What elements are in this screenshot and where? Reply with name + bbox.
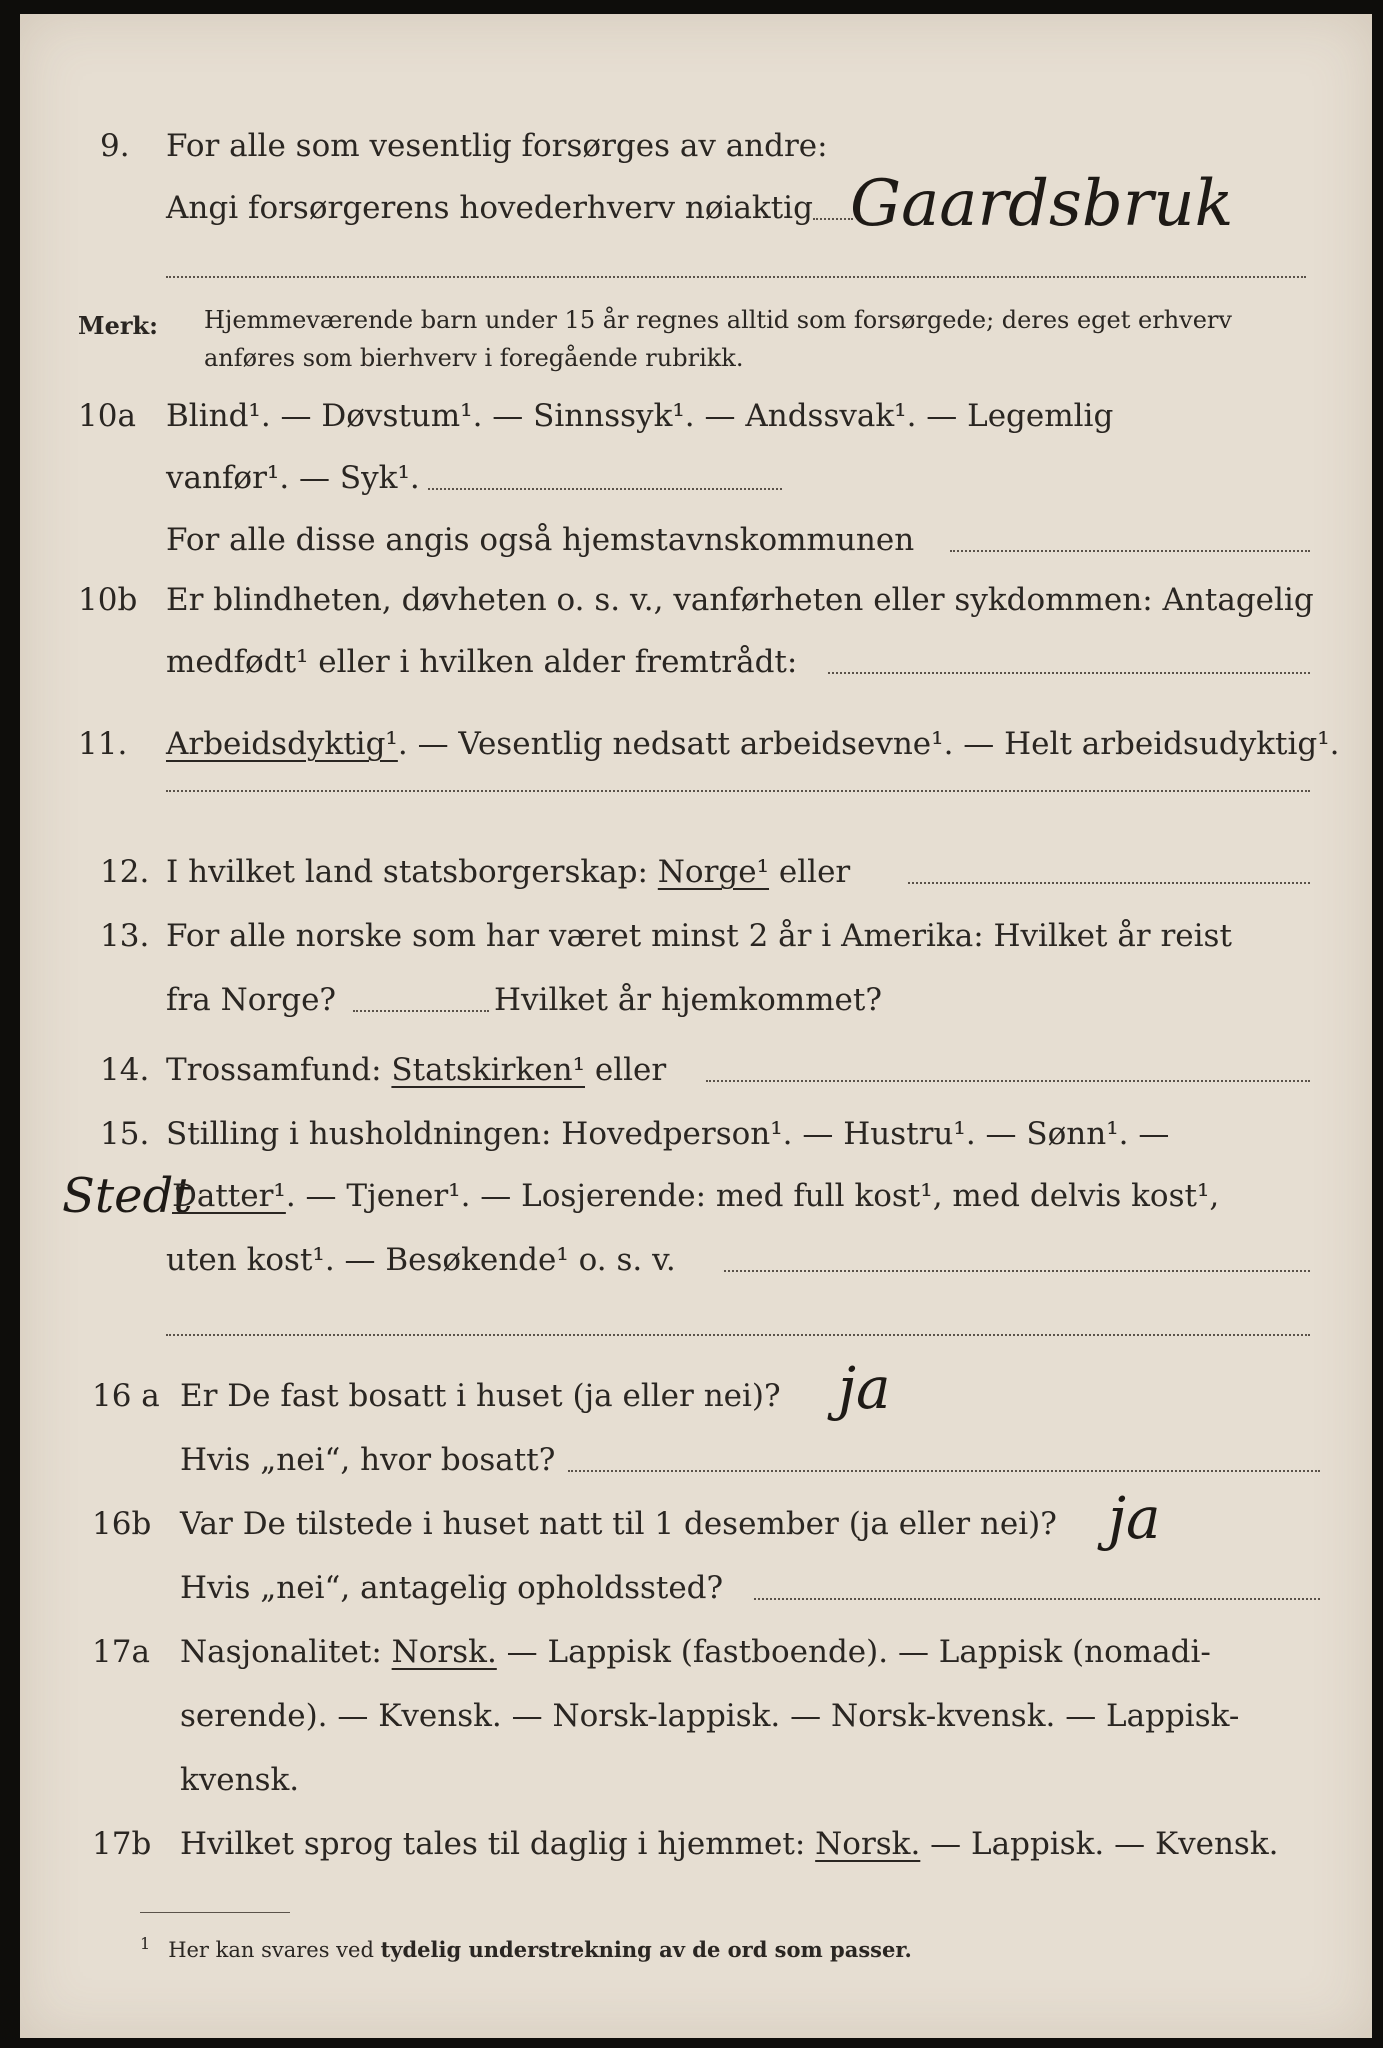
footnote-bold: tydelig understrekning av de ord som passer. bbox=[380, 1937, 912, 1962]
footnote bbox=[140, 1930, 912, 1964]
q14-number: 14. bbox=[100, 1052, 150, 1088]
q10a-number: 10a bbox=[78, 398, 136, 434]
q16b-number: 16b bbox=[92, 1506, 152, 1542]
q15-blank bbox=[724, 1270, 1310, 1272]
q9-extra-line bbox=[166, 276, 1306, 278]
footnote-text: Her kan svares ved bbox=[168, 1938, 374, 1962]
q15-line2-rest: . — Tjener¹. — Losjerende: med full kost¹, med delvis kost¹, bbox=[285, 1178, 1220, 1214]
q14-line bbox=[166, 1050, 666, 1090]
q15-extra-line bbox=[166, 1334, 1310, 1336]
q13-line2a: fra Norge? bbox=[166, 982, 337, 1018]
q9-line2: Angi forsørgerens hovederhverv nøiaktig bbox=[166, 190, 813, 226]
q15-line1: Stilling i husholdningen: Hovedperson¹. — Hustru¹. — Sønn¹. — bbox=[166, 1116, 1170, 1152]
q17a-line2: serende). — Kvensk. — Norsk-lappisk. — Norsk-kvensk. — Lappisk- bbox=[180, 1698, 1240, 1734]
q16b-blank bbox=[754, 1598, 1320, 1600]
q10b-line2: medfødt¹ eller i hvilken alder fremtrådt: bbox=[166, 644, 798, 680]
q12-pre: I hvilket land statsborgerskap: bbox=[166, 854, 648, 890]
q17a-underlined-option[interactable]: Norsk. bbox=[391, 1634, 497, 1670]
q15-underlined-option[interactable]: Datter¹ bbox=[172, 1178, 286, 1214]
q12-number: 12. bbox=[100, 854, 150, 890]
q17b-number: 17b bbox=[92, 1826, 152, 1862]
q10a-line2-blank bbox=[428, 488, 782, 490]
q11-underlined-option[interactable]: Arbeidsdyktig¹ bbox=[166, 726, 398, 762]
q14-blank bbox=[706, 1080, 1310, 1082]
q14-underlined-option[interactable]: Statskirken¹ bbox=[391, 1052, 585, 1088]
q17b-line bbox=[180, 1824, 1278, 1864]
q16a-handwritten-answer[interactable]: ja bbox=[838, 1354, 891, 1422]
q14-pre: Trossamfund: bbox=[166, 1052, 382, 1088]
q12-underlined-option[interactable]: Norge¹ bbox=[657, 854, 770, 890]
q10a-line1: Blind¹. — Døvstum¹. — Sinnssyk¹. — Andssvak¹. — Legemlig bbox=[166, 398, 1114, 434]
q11-rest: . — Vesentlig nedsatt arbeidsevne¹. — Helt arbeidsudyktig¹. bbox=[397, 726, 1340, 762]
footnote-divider bbox=[140, 1912, 290, 1913]
q10a-line2: vanfør¹. — Syk¹. bbox=[166, 460, 420, 496]
q15-line3: uten kost¹. — Besøkende¹ o. s. v. bbox=[166, 1242, 676, 1278]
q13-line2b: Hvilket år hjemkommet? bbox=[494, 982, 882, 1018]
q10b-blank bbox=[828, 672, 1310, 674]
q16b-handwritten-answer[interactable]: ja bbox=[1108, 1484, 1161, 1552]
q10b-number: 10b bbox=[78, 582, 138, 618]
q17a-line1 bbox=[180, 1632, 1211, 1672]
q11-line bbox=[166, 724, 1340, 764]
census-form-page bbox=[20, 14, 1372, 2038]
q10a-line3: For alle disse angis også hjemstavnskommunen bbox=[166, 522, 915, 558]
q9-line1: For alle som vesentlig forsørges av andre: bbox=[166, 128, 828, 164]
q12-blank bbox=[908, 882, 1310, 884]
q16b-line1: Var De tilstede i huset natt til 1 desember (ja eller nei)? bbox=[180, 1506, 1057, 1542]
q17a-number: 17a bbox=[92, 1634, 150, 1670]
q11-number: 11. bbox=[78, 726, 128, 762]
merk-line2: anføres som bierhverv i foregående rubrikk. bbox=[204, 344, 744, 372]
q13-line1: For alle norske som har været minst 2 år i Amerika: Hvilket år reist bbox=[166, 918, 1232, 954]
q9-number: 9. bbox=[100, 128, 130, 164]
q17a-line3: kvensk. bbox=[180, 1762, 300, 1798]
q16a-line2: Hvis „nei“, hvor bosatt? bbox=[180, 1442, 556, 1478]
merk-line1: Hjemmeværende barn under 15 år regnes alltid som forsørgede; deres eget erhverv bbox=[204, 306, 1232, 334]
q17b-pre: Hvilket sprog tales til daglig i hjemmet: bbox=[180, 1826, 806, 1862]
q16b-line2: Hvis „nei“, antagelig opholdssted? bbox=[180, 1570, 724, 1606]
q11-blank bbox=[166, 790, 1310, 792]
q14-post: eller bbox=[594, 1052, 667, 1088]
q13-year-reist-blank bbox=[353, 1010, 489, 1012]
q12-post: eller bbox=[778, 854, 851, 890]
q15-line2 bbox=[172, 1176, 1219, 1216]
q13-number: 13. bbox=[100, 918, 150, 954]
q15-number: 15. bbox=[100, 1116, 150, 1152]
q15-handwritten-note[interactable]: Stedt bbox=[62, 1168, 193, 1224]
q10a-line3-blank bbox=[950, 550, 1310, 552]
q9-handwritten-answer[interactable]: Gaardsbruk bbox=[850, 167, 1234, 241]
q9-answer-line bbox=[813, 218, 853, 220]
q16a-number: 16 a bbox=[92, 1378, 160, 1414]
q17a-pre: Nasjonalitet: bbox=[180, 1634, 382, 1670]
q16a-line1: Er De fast bosatt i huset (ja eller nei)? bbox=[180, 1378, 781, 1414]
q10b-line1: Er blindheten, døvheten o. s. v., vanførheten eller sykdommen: Antagelig bbox=[166, 582, 1314, 618]
q17a-line1-rest: — Lappisk (fastboende). — Lappisk (nomadi- bbox=[506, 1634, 1211, 1670]
merk-label: Merk: bbox=[78, 311, 158, 340]
q12-line bbox=[166, 852, 850, 892]
q16a-blank bbox=[568, 1470, 1320, 1472]
footnote-mark: 1 bbox=[140, 1934, 151, 1953]
q17b-underlined-option[interactable]: Norsk. bbox=[815, 1826, 921, 1862]
q17b-post: — Lappisk. — Kvensk. bbox=[930, 1826, 1279, 1862]
